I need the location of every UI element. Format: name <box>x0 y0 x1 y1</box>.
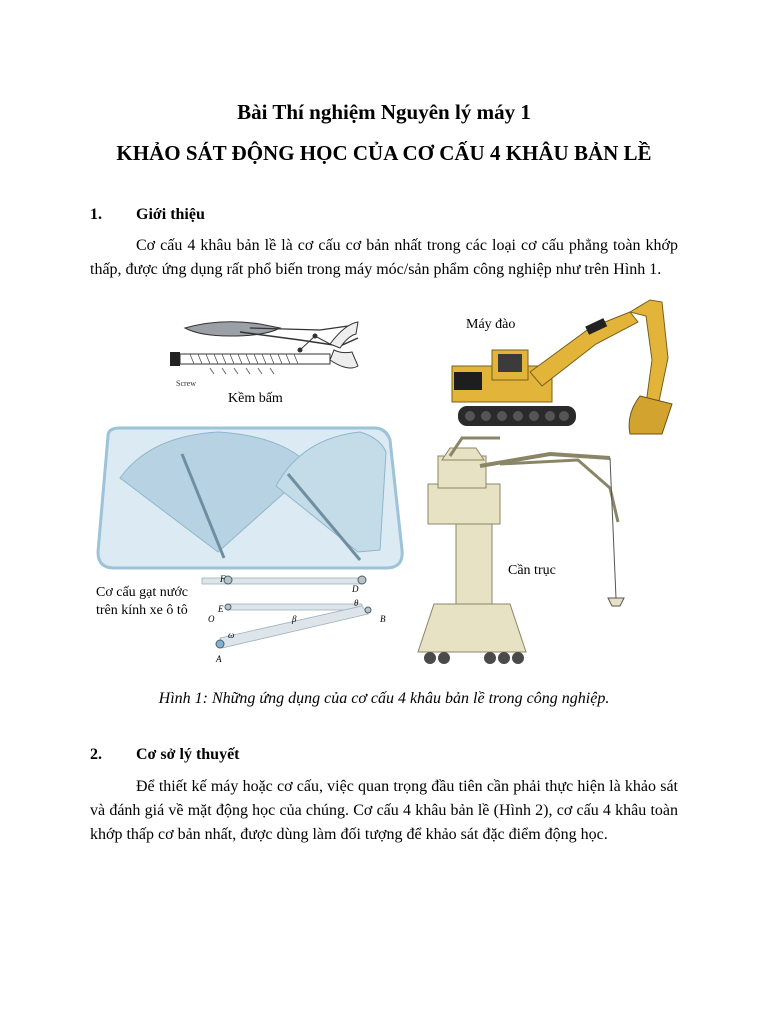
section-2-text: Để thiết kế máy hoặc cơ cấu, việc quan trọng đầu tiên cần phải thực hiện là khảo sát và đánh giá về mặt động học của chúng. Cơ cấu 4 khâu bản lề (Hình 2), cơ cấu 4 khâu toàn khớp thấp cơ bản nhất, được dùng làm đối tượng để khảo sát đặc điểm động học. <box>90 778 678 843</box>
point-d-label: D <box>352 584 359 594</box>
plier-label: Kềm bấm <box>228 391 283 406</box>
beta-label: β <box>292 614 297 624</box>
excavator-label: Máy đào <box>466 317 516 332</box>
crane-illustration <box>418 438 624 664</box>
section-2-title: Cơ sở lý thuyết <box>136 746 240 763</box>
section-2-paragraph <box>90 775 678 847</box>
point-b-label: B <box>380 614 386 624</box>
crane-label: Cần trục <box>508 563 556 578</box>
point-f-label: F <box>220 574 226 584</box>
wiper-label-line2: trên kính xe ô tô <box>96 603 188 618</box>
plier-illustration <box>170 322 358 406</box>
section-1-text: Cơ cấu 4 khâu bản lề là cơ cấu cơ bản nhất trong các loại cơ cấu phẳng toàn khớp thấp, được ứng dụng rất phổ biến trong máy móc/sản phẩm công nghiệp như trên Hình 1. <box>90 237 678 278</box>
section-1-title: Giới thiệu <box>136 206 205 223</box>
section-1-number: 1. <box>90 206 102 223</box>
point-a-label: A <box>216 654 222 664</box>
plier-screw-label: Screw <box>176 379 196 388</box>
section-2-heading <box>90 746 240 764</box>
figure-1 <box>90 288 678 680</box>
point-e-label: E <box>218 604 224 614</box>
document-subtitle: KHẢO SÁT ĐỘNG HỌC CỦA CƠ CẤU 4 KHÂU BẢN LỀ <box>116 141 652 165</box>
section-2-number: 2. <box>90 746 102 763</box>
wiper-label-line1: Cơ cấu gạt nước <box>96 585 188 600</box>
section-1-paragraph <box>90 234 678 282</box>
omega-label: ω <box>228 630 235 640</box>
wiper-illustration <box>96 428 402 664</box>
theta-label: θ <box>354 598 359 608</box>
point-o-label: O <box>208 614 215 624</box>
figure-1-caption: Hình 1: Những ứng dụng của cơ cấu 4 khâu bản lề trong công nghiệp. <box>158 690 610 707</box>
excavator-illustration <box>452 300 672 434</box>
document-title: Bài Thí nghiệm Nguyên lý máy 1 <box>237 100 531 124</box>
section-1-heading <box>90 206 205 224</box>
